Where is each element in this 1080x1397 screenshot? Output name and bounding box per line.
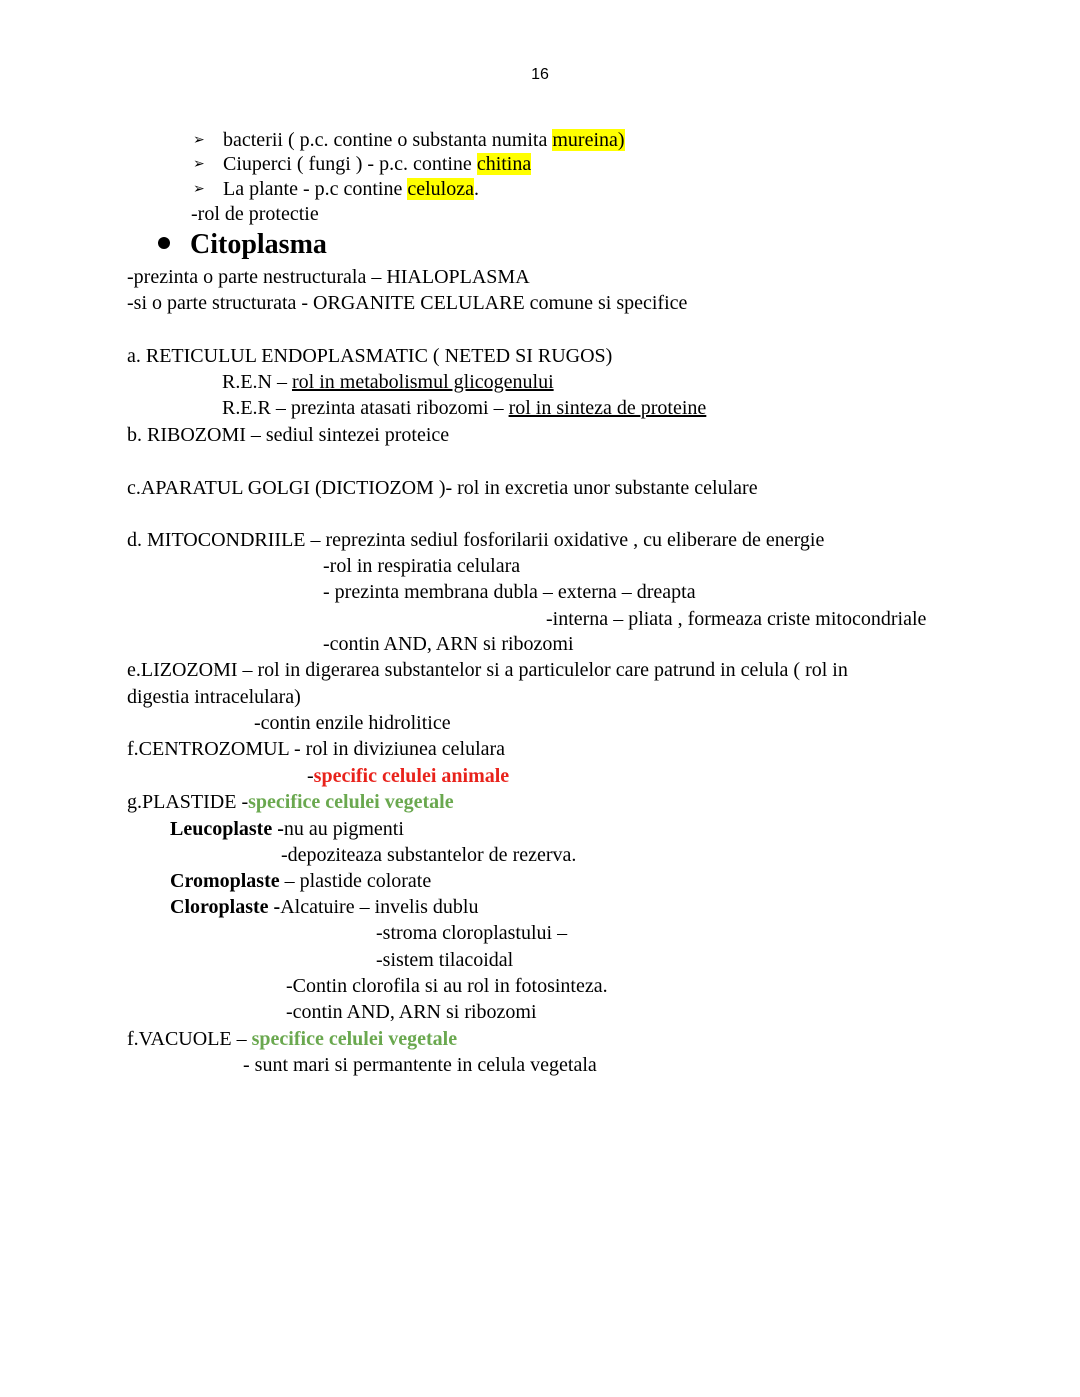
lizozomi-line: -contin enzile hidrolitice — [254, 712, 451, 734]
plastide-title: g.PLASTIDE -specifice celulei vegetale — [127, 791, 454, 813]
reticul-title: a. RETICULUL ENDOPLASMATIC ( NETED SI RUGOS) — [127, 345, 613, 367]
highlight: celuloza — [407, 178, 474, 200]
highlight: chitina — [476, 153, 532, 175]
intro-line: -si o parte structurata - ORGANITE CELULARE comune si specifice — [127, 292, 688, 314]
mitocondrii-line: -interna – pliata , formeaza criste mitocondriale — [546, 608, 927, 630]
list-item: ➢ Ciuperci ( fungi ) - p.c. contine chitina — [193, 153, 532, 175]
page-number: 16 — [531, 66, 549, 83]
cloroplaste-line: -contin AND, ARN si ribozomi — [286, 1001, 537, 1023]
arrow-bullet-icon: ➢ — [193, 181, 205, 197]
wall-role: -rol de protectie — [191, 203, 319, 225]
section-title: Citoplasma — [158, 228, 327, 262]
list-item: ➢ La plante - p.c contine celuloza. — [193, 178, 479, 200]
cloroplaste-line: Cloroplaste -Alcatuire – invelis dublu — [170, 896, 479, 918]
mitocondrii-title: d. MITOCONDRIILE – reprezinta sediul fosforilarii oxidative , cu eliberare de energie — [127, 529, 825, 551]
leucoplaste-line: -depoziteaza substantelor de rezerva. — [281, 844, 577, 866]
rer-line: R.E.R – prezinta atasati ribozomi – rol in sinteza de proteine — [222, 397, 707, 419]
highlight: mureina) — [552, 129, 625, 151]
lizozomi-title: e.LIZOZOMI – rol in digerarea substantelor si a particulelor care patrund in celula ( rol in — [127, 659, 848, 681]
centrozom-specific: -specific celulei animale — [307, 765, 510, 787]
mitocondrii-line: -rol in respiratia celulara — [323, 555, 521, 577]
leucoplaste-line: Leucoplaste -nu au pigmenti — [170, 818, 404, 840]
cromoplaste-line: Cromoplaste – plastide colorate — [170, 870, 432, 892]
intro-line: -prezinta o parte nestructurala – HIALOPLASMA — [127, 266, 530, 288]
vacuole-title: f.VACUOLE – specifice celulei vegetale — [127, 1028, 458, 1050]
mitocondrii-line: -contin AND, ARN si ribozomi — [323, 633, 574, 655]
vacuole-line: - sunt mari si permantente in celula vegetala — [243, 1054, 597, 1076]
centrozom-title: f.CENTROZOMUL - rol in diviziunea celulara — [127, 738, 506, 760]
list-item: ➢ bacterii ( p.c. contine o substanta numita mureina) — [193, 129, 625, 151]
ribozomi-line: b. RIBOZOMI – sediul sintezei proteice — [127, 424, 450, 446]
mitocondrii-line: - prezinta membrana dubla – externa – dreapta — [323, 581, 696, 603]
cloroplaste-line: -stroma cloroplastului – — [376, 922, 568, 944]
cloroplaste-line: -sistem tilacoidal — [376, 949, 514, 971]
golgi-line: c.APARATUL GOLGI (DICTIOZOM )- rol in excretia unor substante celulare — [127, 477, 758, 499]
bullet-dot-icon — [158, 237, 170, 249]
cloroplaste-line: -Contin clorofila si au rol in fotosinteza. — [286, 975, 608, 997]
arrow-bullet-icon: ➢ — [193, 156, 205, 172]
lizozomi-cont: digestia intracelulara) — [127, 686, 301, 708]
arrow-bullet-icon: ➢ — [193, 132, 205, 148]
ren-line: R.E.N – rol in metabolismul glicogenului — [222, 371, 554, 393]
